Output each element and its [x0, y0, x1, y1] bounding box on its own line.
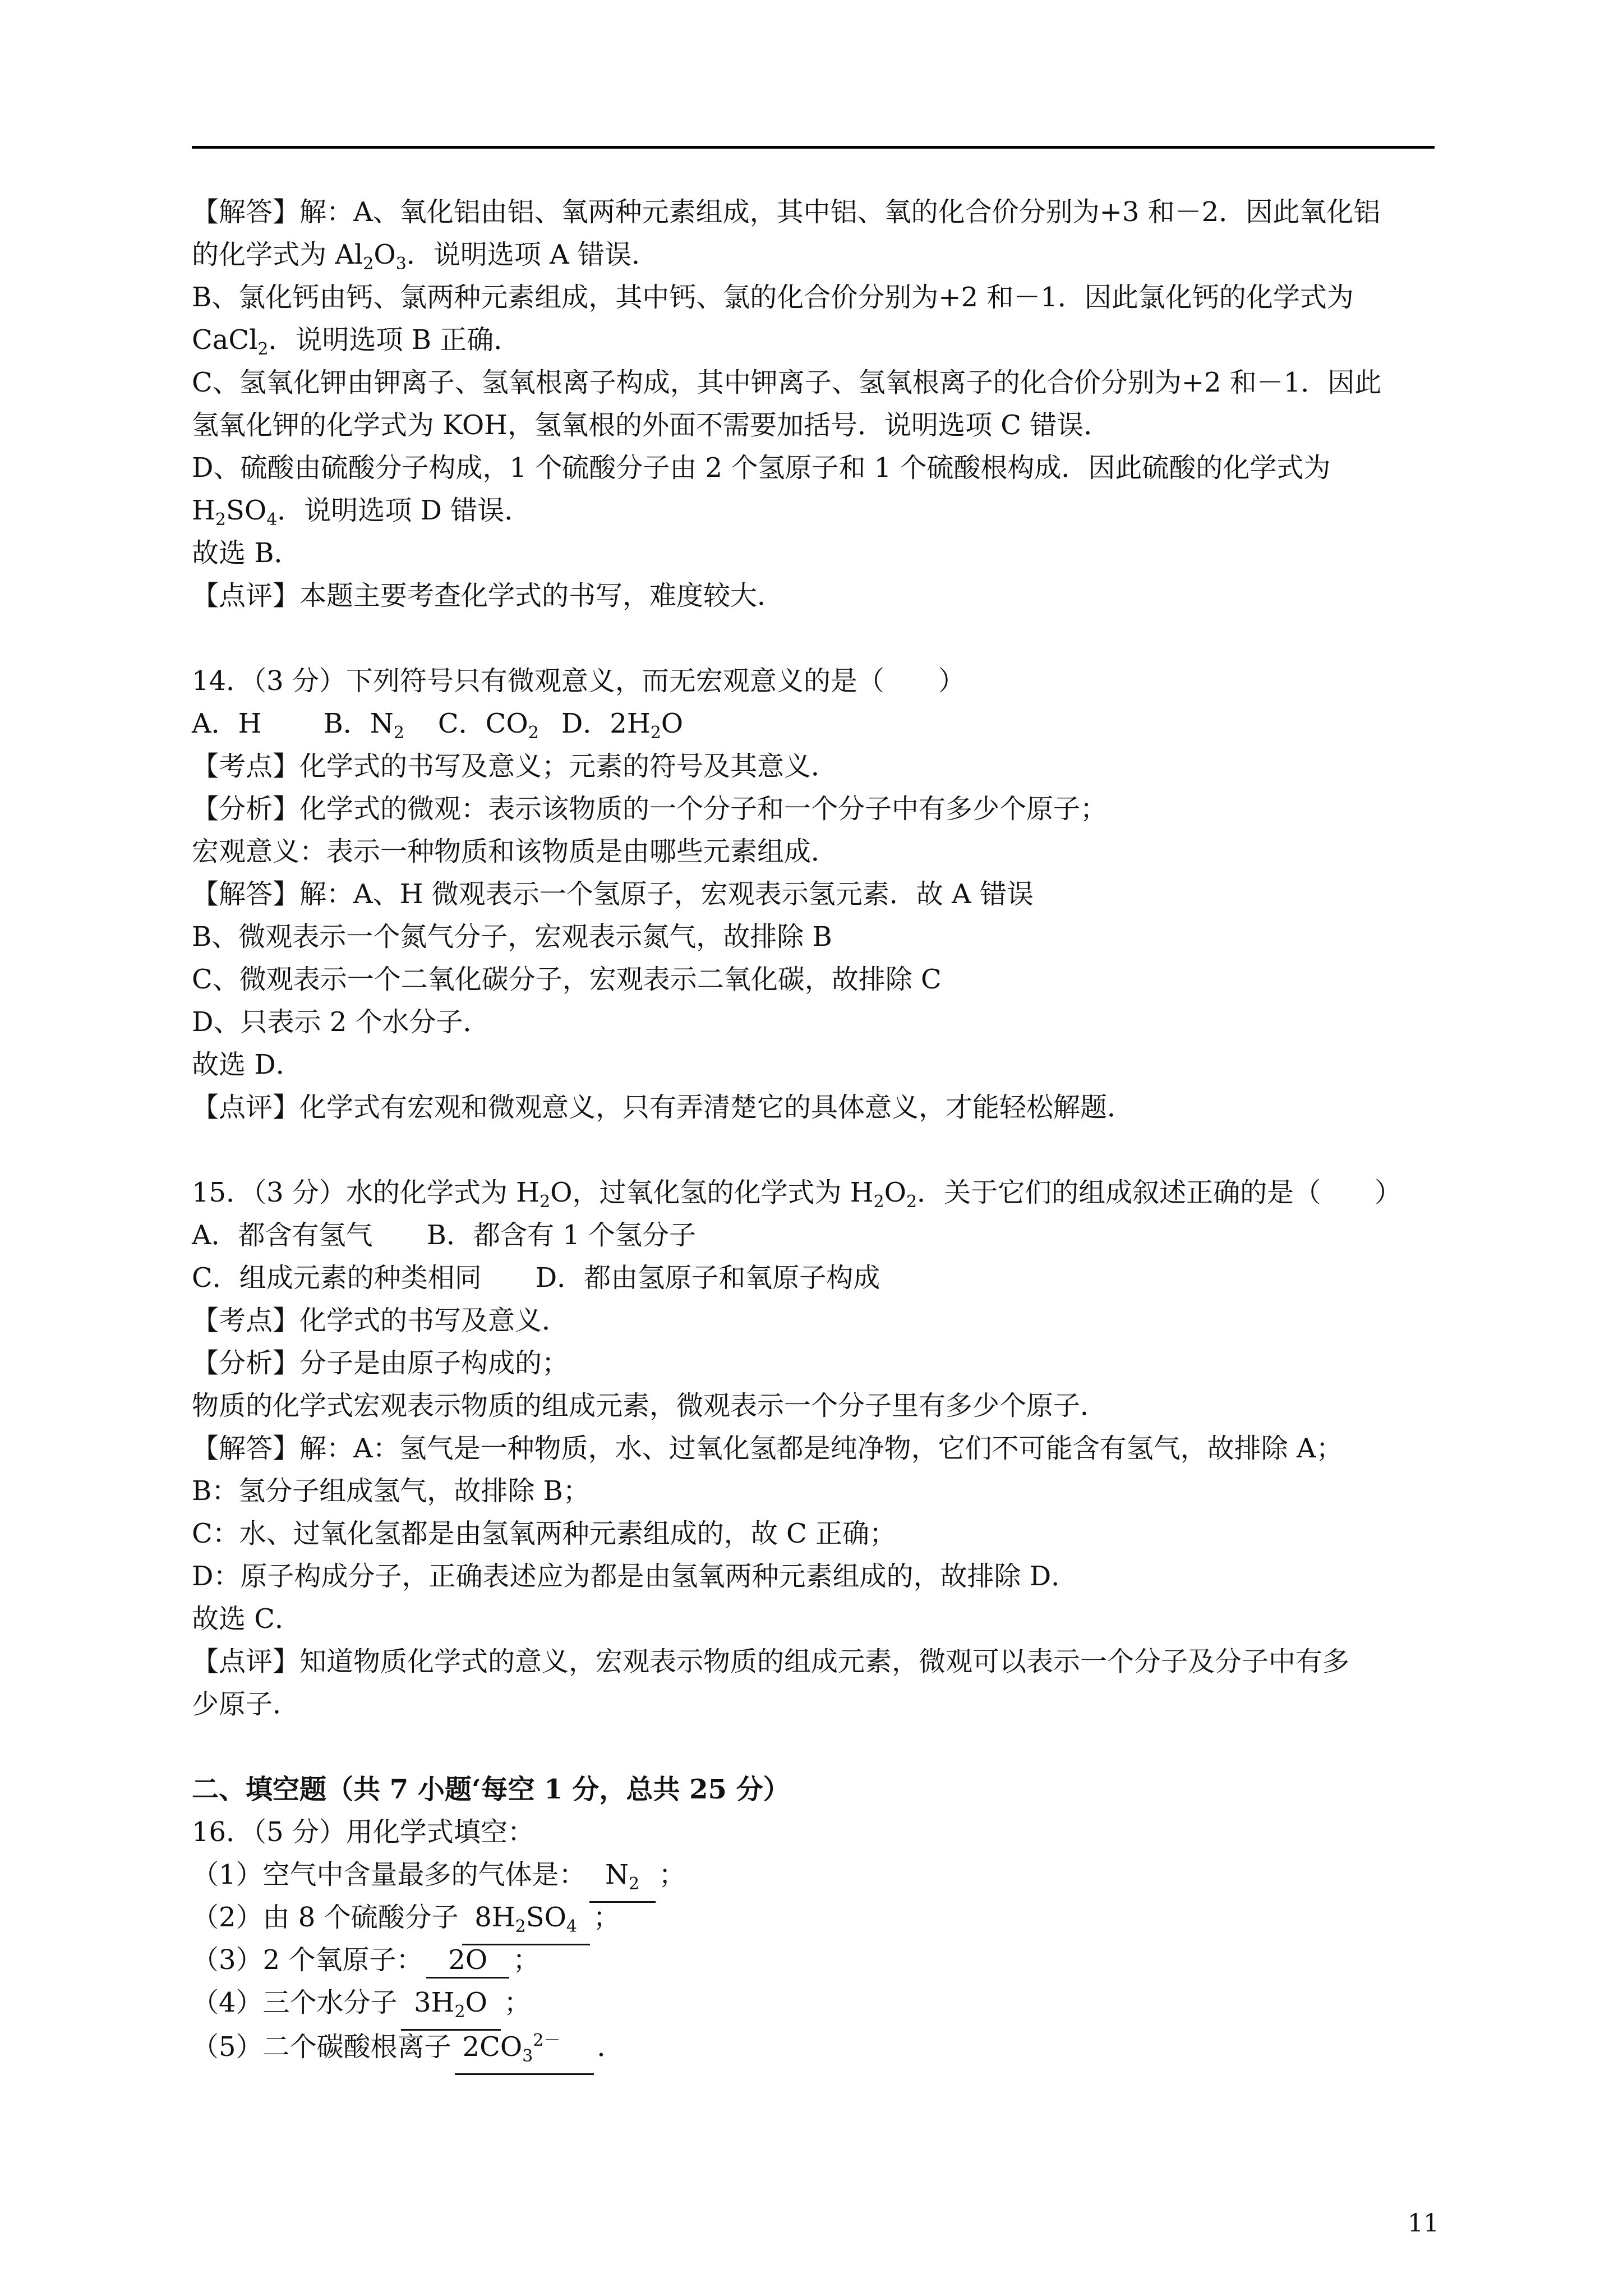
q15-jieda-d: D：原子构成分子，正确表述应为都是由氢氧两种元素组成的，故排除 D． [192, 1561, 1078, 1592]
subscript: 2 [363, 254, 374, 274]
q13-solution-line-8 [192, 489, 1448, 532]
answer-blank [426, 1943, 509, 1978]
text: O [884, 1177, 907, 1208]
answer-blank [455, 2024, 594, 2075]
q14-stem: 14．（3 分）下列符号只有微观意义，而无宏观意义的是（ ） [192, 665, 965, 697]
subscript: 4 [266, 510, 278, 530]
answer-text: SO [525, 1902, 566, 1933]
q16-item-5 [192, 2024, 1448, 2067]
page-content [192, 191, 1448, 2067]
punctuation: ； [658, 1859, 686, 1890]
option-c [437, 708, 539, 743]
punctuation: ； [504, 1987, 531, 2018]
q14-jieda-c: C、微观表示一个二氧化碳分子，宏观表示二氧化碳，故排除 C [192, 964, 942, 995]
q15-kaodian: 【考点】化学式的书写及意义． [192, 1305, 569, 1336]
subscript: 3 [395, 254, 407, 274]
text: 15．（3 分）水的化学式为 H [192, 1177, 540, 1208]
q13-solution-line-6: 氢氧化钾的化学式为 KOH，氢氧根的外面不需要加括号．说明选项 C 错误． [192, 409, 1111, 441]
q15-jieda: 【解答】解：A：氢气是一种物质，水、过氧化氢都是纯净物，它们不可能含有氢气，故排除 A； [192, 1433, 1343, 1464]
q15-comment-2: 少原子． [192, 1688, 300, 1720]
answer-text: 8H [474, 1902, 515, 1933]
text: B．N [323, 708, 394, 739]
item-label: （4）三个水分子 [192, 1987, 398, 2018]
q15-options-ab: A．都含有氢气 B．都含有 1 个氢分子 [192, 1220, 696, 1251]
item-label: （5）二个碳酸根离子 [192, 2031, 451, 2063]
q13-solution-line-2 [192, 233, 1448, 276]
item-label: （1）空气中含量最多的气体是： [192, 1859, 586, 1890]
q13-solution-line-1: 【解答】解：A、氧化铝由铝、氧两种元素组成，其中铝、氧的化合价分别为+3 和－2．因此氧化铝 [192, 196, 1381, 228]
q14-kaodian: 【考点】化学式的书写及意义；元素的符号及其意义． [192, 751, 838, 782]
subscript: 3 [522, 2046, 533, 2066]
text: 的化学式为 Al [192, 239, 363, 270]
q14-options [192, 702, 1448, 745]
text: O [661, 708, 684, 739]
q14-jieda-b: B、微观表示一个氮气分子，宏观表示氮气，故排除 B [192, 921, 832, 953]
answer-text: 2O [448, 1944, 488, 1976]
spacer [192, 1129, 1448, 1171]
text: C．CO [437, 708, 528, 739]
subscript: 2 [257, 339, 269, 359]
text: ．说明选项 B 正确． [268, 324, 521, 356]
answer-text: 3H [414, 1987, 455, 2018]
q14-answer: 故选 D． [192, 1049, 303, 1080]
q13-solution-line-5: C、氢氧化钾由钾离子、氢氧根离子构成，其中钾离子、氢氧根离子的化合价分别为+2 和－1．因此 [192, 367, 1382, 398]
item-label: （2）由 8 个硫酸分子 [192, 1902, 459, 1933]
q13-comment: 【点评】本题主要考查化学式的书写，难度较大． [192, 580, 785, 611]
punctuation: ； [513, 1944, 540, 1976]
q15-comment: 【点评】知道物质化学式的意义，宏观表示物质的组成元素，微观可以表示一个分子及分子中有多 [192, 1646, 1350, 1677]
q16-item-2 [192, 1896, 1448, 1939]
item-label: （3）2 个氧原子： [192, 1944, 423, 1976]
q15-jieda-b: B：氢分子组成氢气，故排除 B； [192, 1475, 590, 1507]
q15-fenxi: 【分析】分子是由原子构成的； [192, 1347, 569, 1379]
spacer [192, 1726, 1448, 1768]
q14-fenxi-2: 宏观意义：表示一种物质和该物质是由哪些元素组成． [192, 836, 838, 867]
q13-solution-line-7: D、硫酸由硫酸分子构成，1 个硫酸分子由 2 个氢原子和 1 个硫酸根构成．因此硫酸的化学式为 [192, 452, 1331, 484]
subscript: 2 [454, 2002, 465, 2022]
q16-item-1 [192, 1853, 1448, 1896]
text: O [374, 239, 396, 270]
subscript: 2 [650, 723, 661, 743]
q14-jieda-d: D、只表示 2 个水分子． [192, 1006, 490, 1038]
punctuation: ． [597, 2031, 624, 2063]
answer-text: 2CO [462, 2031, 523, 2063]
spacer [192, 617, 1448, 660]
answer-text: O [465, 1987, 487, 2018]
q14-fenxi: 【分析】化学式的微观：表示该物质的一个分子和一个分子中有多少个原子； [192, 793, 1108, 825]
q15-options-cd: C．组成元素的种类相同 D．都由氢原子和氧原子构成 [192, 1262, 880, 1294]
subscript: 2 [873, 1192, 884, 1212]
q16-item-4 [192, 1981, 1448, 2024]
subscript: 2 [629, 1874, 640, 1894]
q15-jieda-c: C：水、过氧化氢都是由氢氧两种元素组成的，故 C 正确； [192, 1518, 896, 1549]
text: ．说明选项 D 错误． [277, 495, 532, 526]
subscript: 4 [566, 1917, 578, 1936]
text: CaCl [192, 324, 258, 356]
section-2-title: 二、填空题（共 7 小题‘每空 1 分，总共 25 分） [192, 1774, 790, 1805]
option-d [561, 708, 684, 743]
subscript: 2 [540, 1192, 551, 1212]
header-rule [192, 146, 1435, 149]
subscript: 2 [515, 1917, 526, 1936]
subscript: 2 [393, 723, 404, 743]
q16-stem: 16．（5 分）用化学式填空： [192, 1816, 534, 1848]
q13-answer: 故选 B． [192, 537, 301, 569]
text: ．说明选项 A 错误． [406, 239, 659, 270]
option-a: A．H [192, 708, 262, 739]
text: ．关于它们的组成叙述正确的是（ ） [917, 1177, 1402, 1208]
q13-solution-line-3: B、氯化钙由钙、氯两种元素组成，其中钙、氯的化合价分别为+2 和－1．因此氯化钙的化学式为 [192, 282, 1354, 313]
q15-answer: 故选 C． [192, 1603, 302, 1635]
q14-comment: 【点评】化学式有宏观和微观意义，只有弄清楚它的具体意义，才能轻松解题． [192, 1092, 1135, 1123]
q15-stem [192, 1171, 1448, 1214]
subscript: 2 [215, 510, 226, 530]
text: D．2H [561, 708, 651, 739]
q15-fenxi-2: 物质的化学式宏观表示物质的组成元素，微观表示一个分子里有多少个原子． [192, 1390, 1108, 1421]
subscript: 2 [906, 1192, 917, 1212]
text: H [192, 495, 215, 526]
q13-solution-line-4 [192, 319, 1448, 361]
text: SO [225, 495, 267, 526]
page-number: 11 [1408, 2209, 1439, 2238]
answer-text: N [605, 1859, 629, 1890]
q16-item-3 [192, 1939, 1448, 1981]
q14-jieda: 【解答】解：A、H 微观表示一个氢原子，宏观表示氢元素．故 A 错误 [192, 878, 1034, 910]
subscript: 2 [528, 723, 539, 743]
punctuation: ； [593, 1902, 620, 1933]
option-b [323, 708, 404, 743]
superscript: 2－ [533, 2031, 561, 2050]
text: O，过氧化氢的化学式为 H [550, 1177, 874, 1208]
